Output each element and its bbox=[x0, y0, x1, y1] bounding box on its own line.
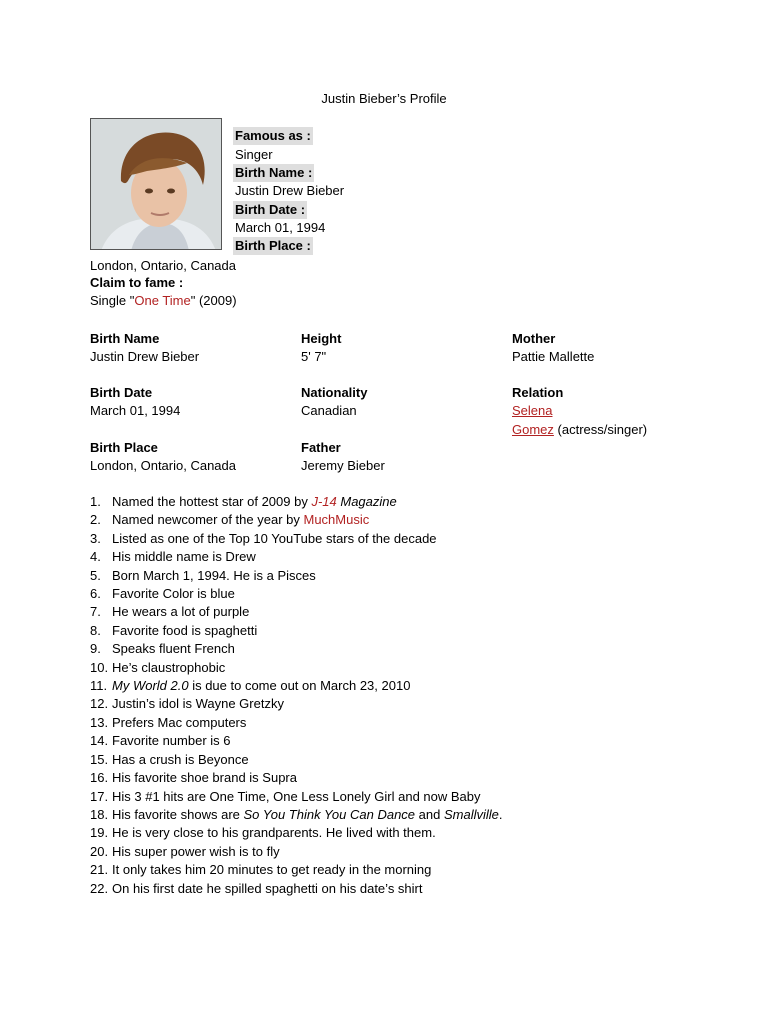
list-item bbox=[90, 788, 503, 806]
list-number: 22. bbox=[90, 880, 109, 896]
birth-place-value: London, Ontario, Canada bbox=[90, 258, 236, 273]
list-item bbox=[90, 493, 503, 511]
fact-text: Justin’s idol is Wayne Gretzky bbox=[112, 696, 284, 712]
list-item bbox=[90, 640, 503, 658]
fact-text: Born March 1, 1994. He is a Pisces bbox=[112, 567, 316, 583]
list-item bbox=[90, 769, 503, 787]
list-number: 15. bbox=[90, 751, 109, 767]
birth-place-heading: Birth Place bbox=[90, 440, 158, 455]
list-number: 9. bbox=[90, 641, 101, 657]
fact-link[interactable]: MuchMusic bbox=[303, 512, 370, 528]
claim-to-fame-value bbox=[90, 292, 237, 310]
fact-text: He’s claustrophobic bbox=[112, 659, 226, 675]
list-item bbox=[90, 530, 503, 548]
list-item bbox=[90, 695, 503, 713]
fact-text: . bbox=[498, 806, 503, 822]
fact-text: His favorite shows are bbox=[112, 806, 244, 822]
height-cell: 5' 7" bbox=[301, 349, 327, 364]
list-number: 21. bbox=[90, 862, 109, 878]
list-item bbox=[90, 677, 503, 695]
list-number: 11. bbox=[90, 678, 108, 694]
list-number: 20. bbox=[90, 843, 109, 859]
claim-to-fame-label: Claim to fame : bbox=[90, 275, 184, 290]
birth-name-cell: Justin Drew Bieber bbox=[90, 349, 200, 364]
facts-list bbox=[90, 493, 503, 898]
fact-text: and bbox=[415, 806, 444, 822]
birth-name-heading: Birth Name bbox=[90, 331, 160, 346]
fact-text: His 3 #1 hits are One Time, One Less Lonely Girl and now Baby bbox=[112, 788, 481, 804]
list-number: 19. bbox=[90, 825, 109, 841]
fact-text: Magazine bbox=[340, 494, 397, 509]
father-heading: Father bbox=[301, 440, 341, 455]
list-item bbox=[90, 622, 503, 640]
list-item bbox=[90, 861, 503, 879]
list-item bbox=[90, 806, 503, 824]
list-item bbox=[90, 603, 503, 621]
birth-place-cell: London, Ontario, Canada bbox=[90, 458, 236, 473]
fact-text: Smallville bbox=[443, 806, 499, 822]
list-number: 6. bbox=[90, 586, 101, 602]
list-number: 7. bbox=[90, 604, 101, 620]
list-number: 12. bbox=[90, 696, 109, 712]
fact-text: Favorite Color is blue bbox=[112, 586, 235, 602]
fact-text: Named newcomer of the year by bbox=[112, 512, 304, 528]
list-item bbox=[90, 511, 503, 529]
famous-as-value: Singer bbox=[235, 147, 273, 162]
relation-suffix: (actress/singer) bbox=[553, 422, 648, 437]
relation-heading: Relation bbox=[512, 385, 564, 400]
portrait-image bbox=[91, 119, 222, 250]
list-number: 4. bbox=[90, 549, 101, 565]
fact-text: His favorite shoe brand is Supra bbox=[112, 770, 297, 786]
fact-text: Favorite number is 6 bbox=[112, 733, 231, 749]
info-col-3 bbox=[512, 330, 647, 439]
fact-text: My World 2.0 bbox=[112, 678, 189, 694]
list-item bbox=[90, 548, 503, 566]
fact-text: Prefers Mac computers bbox=[112, 714, 247, 730]
claim-prefix: Single " bbox=[90, 293, 135, 308]
list-number: 8. bbox=[90, 622, 101, 638]
list-item bbox=[90, 751, 503, 769]
mother-cell: Pattie Mallette bbox=[512, 349, 595, 364]
gomez-link[interactable]: Gomez bbox=[512, 422, 554, 437]
list-number: 2. bbox=[90, 512, 101, 528]
birth-name-label: Birth Name : bbox=[235, 165, 313, 180]
fact-text: He wears a lot of purple bbox=[112, 604, 250, 620]
birth-date-value: March 01, 1994 bbox=[235, 220, 326, 235]
list-number: 1. bbox=[90, 494, 101, 509]
list-item bbox=[90, 714, 503, 732]
profile-photo bbox=[90, 118, 222, 250]
info-col-2 bbox=[301, 330, 385, 475]
info-col-1 bbox=[90, 330, 236, 475]
fact-text: He is very close to his grandparents. He lived with them. bbox=[112, 825, 436, 841]
mother-heading: Mother bbox=[512, 331, 556, 346]
list-number: 16. bbox=[90, 770, 109, 786]
list-number: 10. bbox=[90, 659, 109, 675]
claim-suffix: " (2009) bbox=[190, 293, 237, 308]
fact-text: Named the hottest star of 2009 by bbox=[112, 494, 312, 509]
selena-link[interactable]: Selena bbox=[512, 403, 553, 418]
list-number: 18. bbox=[90, 806, 109, 822]
birth-place-label: Birth Place : bbox=[235, 238, 311, 253]
fact-link[interactable]: J-14 bbox=[311, 494, 337, 509]
list-number: 5. bbox=[90, 567, 101, 583]
list-item bbox=[90, 567, 503, 585]
fact-text: It only takes him 20 minutes to get ready in the morning bbox=[112, 862, 432, 878]
relation-cell-line2 bbox=[512, 421, 647, 439]
list-item bbox=[90, 843, 503, 861]
nationality-cell: Canadian bbox=[301, 403, 357, 418]
fact-text: Has a crush is Beyonce bbox=[112, 751, 249, 767]
list-item bbox=[90, 824, 503, 842]
list-item bbox=[90, 585, 503, 603]
fact-text: On his first date he spilled spaghetti on his date’s shirt bbox=[112, 880, 423, 896]
birth-date-heading: Birth Date bbox=[90, 385, 153, 400]
nationality-heading: Nationality bbox=[301, 385, 368, 400]
relation-cell bbox=[512, 402, 647, 420]
birth-name-value: Justin Drew Bieber bbox=[235, 183, 345, 198]
list-number: 14. bbox=[90, 733, 109, 749]
list-item bbox=[90, 732, 503, 750]
fact-text: His super power wish is to fly bbox=[112, 843, 280, 859]
list-number: 13. bbox=[90, 714, 109, 730]
fact-text: So You Think You Can Dance bbox=[243, 806, 416, 822]
fact-text: His middle name is Drew bbox=[112, 549, 256, 565]
list-item bbox=[90, 880, 503, 898]
birth-date-label: Birth Date : bbox=[235, 202, 306, 217]
list-item bbox=[90, 659, 503, 677]
father-cell: Jeremy Bieber bbox=[301, 458, 385, 473]
height-heading: Height bbox=[301, 331, 342, 346]
famous-as-label: Famous as : bbox=[235, 128, 311, 143]
fact-text: Favorite food is spaghetti bbox=[112, 622, 258, 638]
page-title: Justin Bieber’s Profile bbox=[321, 91, 447, 106]
fact-text: Speaks fluent French bbox=[112, 641, 235, 657]
fact-text: Listed as one of the Top 10 YouTube stars of the decade bbox=[112, 530, 437, 546]
birth-date-cell: March 01, 1994 bbox=[90, 403, 181, 418]
list-number: 17. bbox=[90, 788, 109, 804]
fact-text: is due to come out on March 23, 2010 bbox=[188, 678, 411, 694]
one-time-link[interactable]: One Time bbox=[134, 293, 191, 308]
list-number: 3. bbox=[90, 530, 101, 546]
